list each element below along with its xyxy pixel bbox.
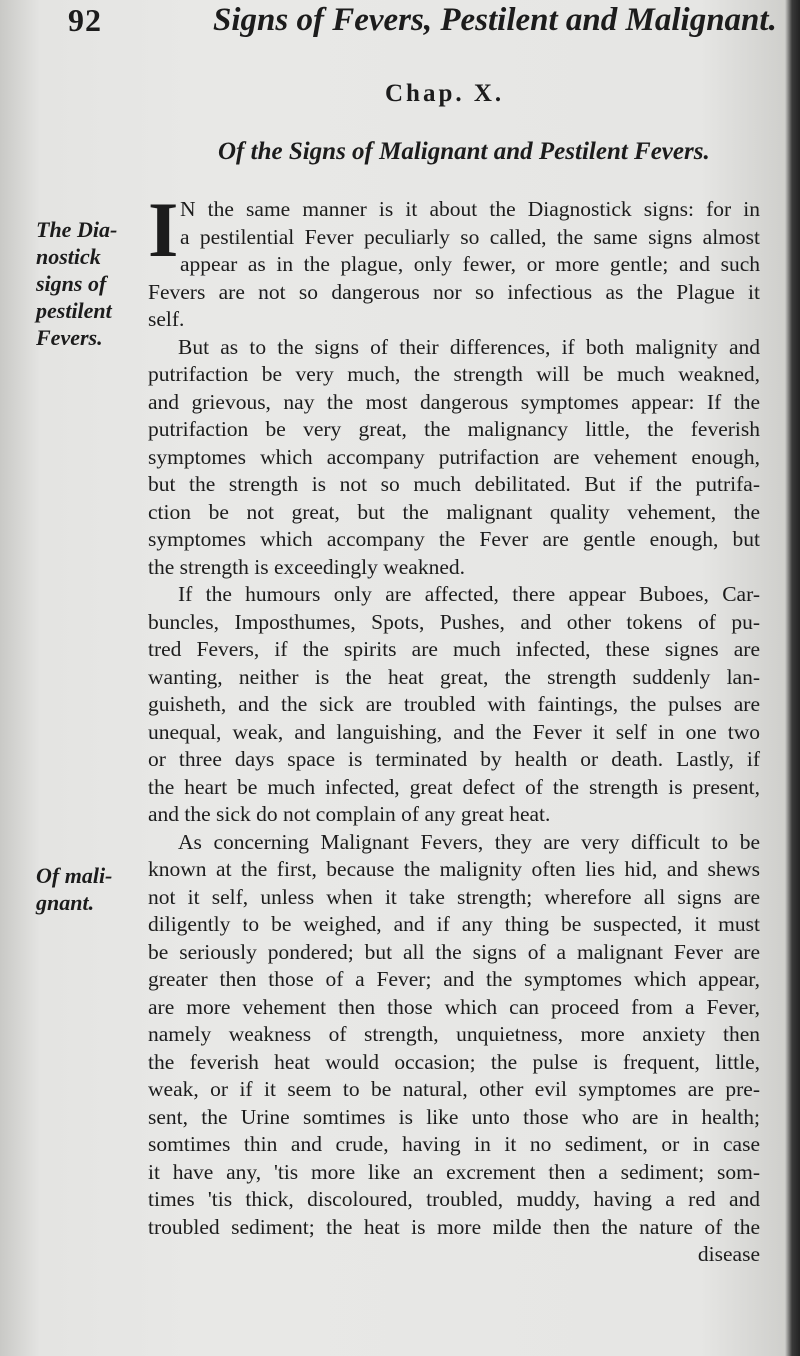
text-line: putrifaction be very great, the malignancy little, the feverish [148,417,760,441]
text-line: namely weakness of strength, unquietness, more anxiety then [148,1022,760,1046]
first-paragraph [148,186,760,334]
text-line: sent, the Urine somtimes is like unto those who are in health; [148,1104,760,1129]
text-line: and grievous, nay the most dangerous symptomes appear: If the [148,389,760,414]
text-line: ction be not great, but the malignant quality vehement, the [148,499,760,524]
page-header [68,2,777,42]
text-line: are more vehement then those which can proceed from a Fever, [148,994,760,1019]
margin-note-line: nostick [36,244,101,269]
text-line: N the same manner is it about the Diagnostick signs: for in [180,197,760,221]
paragraph [148,581,760,829]
body-text [148,186,760,1269]
text-line: times 'tis thick, discoloured, troubled, muddy, having a red and [148,1187,760,1211]
chapter-number: Chap. X. [385,80,505,107]
text-line: guisheth, and the sick are troubled with faintings, the pulses are [148,692,760,716]
text-line: the feverish heat would occasion; the pulse is frequent, little, [148,1049,760,1074]
paragraph [148,334,760,582]
text-line: somtimes thin and crude, having in it no sediment, or in case [148,1132,760,1156]
text-line: If the humours only are affected, there appear Buboes, Car- [178,582,760,606]
text-line: symptomes which accompany the Fever are gentle enough, but [148,527,760,551]
text-line: self. [148,307,185,331]
text-line: and the sick do not complain of any great heat. [148,802,551,826]
margin-note-line: signs of [36,271,107,296]
margin-note-line: The Dia- [36,217,118,242]
text-line: known at the first, because the malignity often lies hid, and shews [148,857,760,881]
text-line: wanting, neither is the heat great, the strength suddenly lan- [148,664,760,689]
text-line: symptomes which accompany putrifaction are vehement enough, [148,444,760,469]
margin-note-malignant [36,862,136,916]
catchword: disease [697,1242,760,1266]
text-line: or three days space is terminated by health or death. Lastly, if [148,747,760,771]
text-line: greater then those of a Fever; and the symptomes which appear, [148,967,760,991]
text-line: not it self, unless when it take strength; wherefore all signs are [148,884,760,909]
text-line: be seriously pondered; but all the signs of a malignant Fever are [148,939,760,964]
text-line: putrifaction be very much, the strength will be much weakned, [148,362,760,386]
text-line: the heart be much infected, great defect of the strength is present, [148,774,760,799]
text-line: appear as in the plague, only fewer, or more gentle; and such [180,252,760,276]
text-line: As concerning Malignant Fevers, they are very difficult to be [178,829,760,854]
margin-note-line: Of mali- [36,863,113,888]
chapter-title: Of the Signs of Malignant and Pestilent Fevers. [218,138,710,165]
text-line: Fevers are not so dangerous nor so infectious as the Plague it [148,279,760,304]
text-line: but the strength is not so much debilitated. But if the putrifa- [148,472,760,496]
margin-note-diagnostick [36,216,136,351]
text-line: it have any, 'tis more like an excrement then a sediment; som- [148,1159,760,1184]
margin-note-line: Fevers. [36,325,103,350]
text-line: But as to the signs of their differences, if both malignity and [178,334,760,359]
text-line: weak, or if it seem to be natural, other evil symptomes are pre- [148,1077,760,1101]
drop-cap: I [148,186,179,273]
text-line: tred Fevers, if the spirits are much infected, these signes are [148,637,760,661]
text-line: unequal, weak, and languishing, and the Fever it self in one two [148,719,760,744]
text-line: troubled sediment; the heat is more milde then the nature of the [148,1214,760,1239]
text-line: diligently to be weighed, and if any thing be suspected, it must [148,912,760,936]
text-line: buncles, Imposthumes, Spots, Pushes, and other tokens of pu- [148,609,760,634]
paragraph [148,829,760,1269]
text-line: the strength is exceedingly weakned. [148,554,466,579]
page-number: 92 [68,2,102,38]
margin-note-line: gnant. [36,890,95,915]
text-line: a pestilential Fever peculiarly so called, the same signs almost [180,224,760,249]
margin-note-line: pestilent [36,298,112,323]
running-title: Signs of Fevers, Pestilent and Malignant. [213,2,777,38]
